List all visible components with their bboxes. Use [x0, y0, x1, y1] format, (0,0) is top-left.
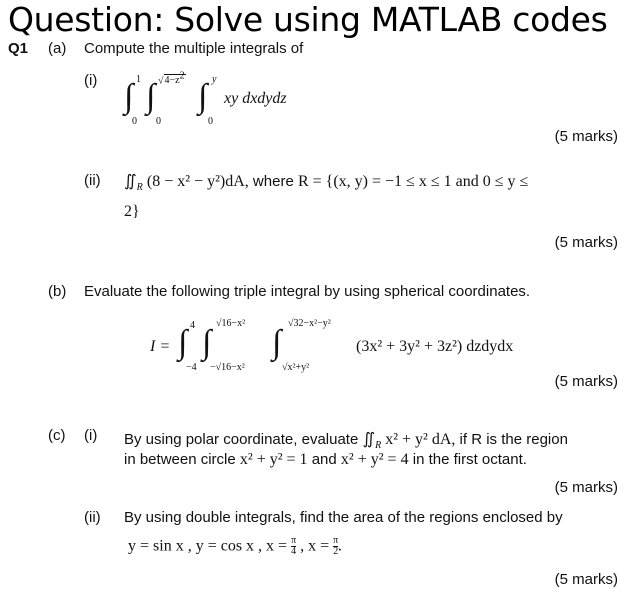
- limit-lower: 0: [208, 116, 213, 127]
- part-c-ii-label: (ii): [84, 509, 101, 526]
- limit-lower: √x²+y²: [282, 362, 310, 373]
- integral-sign: ∫: [146, 78, 156, 115]
- part-a-i-label: (i): [84, 72, 98, 89]
- limit-upper: √32−x²−y²: [288, 318, 331, 329]
- triple-integral-b: [150, 316, 590, 376]
- question-number: Q1: [8, 40, 29, 57]
- marks-c-ii: (5 marks): [554, 571, 618, 588]
- marks-a-ii: (5 marks): [554, 234, 618, 251]
- marks-a-i: (5 marks): [554, 128, 618, 145]
- part-a-label: (a): [48, 40, 67, 57]
- limit-upper: 4: [190, 320, 195, 331]
- limit-upper: 1: [136, 74, 141, 85]
- marks-c-i: (5 marks): [554, 479, 618, 496]
- integral-sign: ∫: [272, 324, 282, 361]
- integral-sign: ∫: [124, 78, 134, 115]
- part-a-ii-label: (ii): [84, 172, 101, 189]
- limit-upper: √4−z2: [158, 71, 185, 87]
- part-c-label: (c): [48, 427, 66, 444]
- part-c-i-label: (i): [84, 427, 98, 444]
- limit-upper: √16−x²: [216, 318, 246, 329]
- integrand: xy dxdydz: [224, 90, 287, 107]
- part-c-i-line2: in between circle x² + y² = 1 and x² + y² = 4 in the first octant.: [124, 451, 527, 468]
- part-c-i-line1: By using polar coordinate, evaluate $∬_R$ x² + y² dA, if R is the region: [124, 431, 568, 451]
- limit-lower: −√16−x²: [210, 362, 245, 373]
- limit-lower: −4: [186, 362, 197, 373]
- integrand: (3x² + 3y² + 3z²) dzdydx: [356, 338, 514, 355]
- page-title: Question: Solve using MATLAB codes: [8, 0, 608, 39]
- part-a-ii-continuation: 2}: [124, 203, 140, 220]
- integral-sign: ∫: [198, 78, 208, 115]
- part-c-ii-text: By using double integrals, find the area of the regions enclosed by: [124, 509, 563, 526]
- integral-sign: ∫: [202, 324, 212, 361]
- part-a-ii-expression: $∬_R$ (8 − x² − y²)dA, where R = {(x, y) = −1 ≤ x ≤ 1 and 0 ≤ y ≤: [124, 173, 529, 193]
- part-b-label: (b): [48, 283, 67, 300]
- limit-upper: y: [212, 74, 217, 85]
- integral-sign: ∫: [178, 324, 188, 361]
- marks-b: (5 marks): [554, 373, 618, 390]
- part-c-ii-equations: y = sin x , y = cos x , x = $\frac{\pi}{4}$ , x = $\frac{\pi}{2}$ .: [128, 535, 343, 557]
- limit-lower: 0: [132, 116, 137, 127]
- part-b-prompt: Evaluate the following triple integral by using spherical coordinates.: [84, 283, 531, 300]
- limit-lower: 0: [156, 116, 161, 127]
- integral-lhs: I =: [150, 338, 171, 355]
- part-a-prompt: Compute the multiple integrals of: [84, 40, 304, 57]
- triple-integral-a-i: [124, 70, 324, 130]
